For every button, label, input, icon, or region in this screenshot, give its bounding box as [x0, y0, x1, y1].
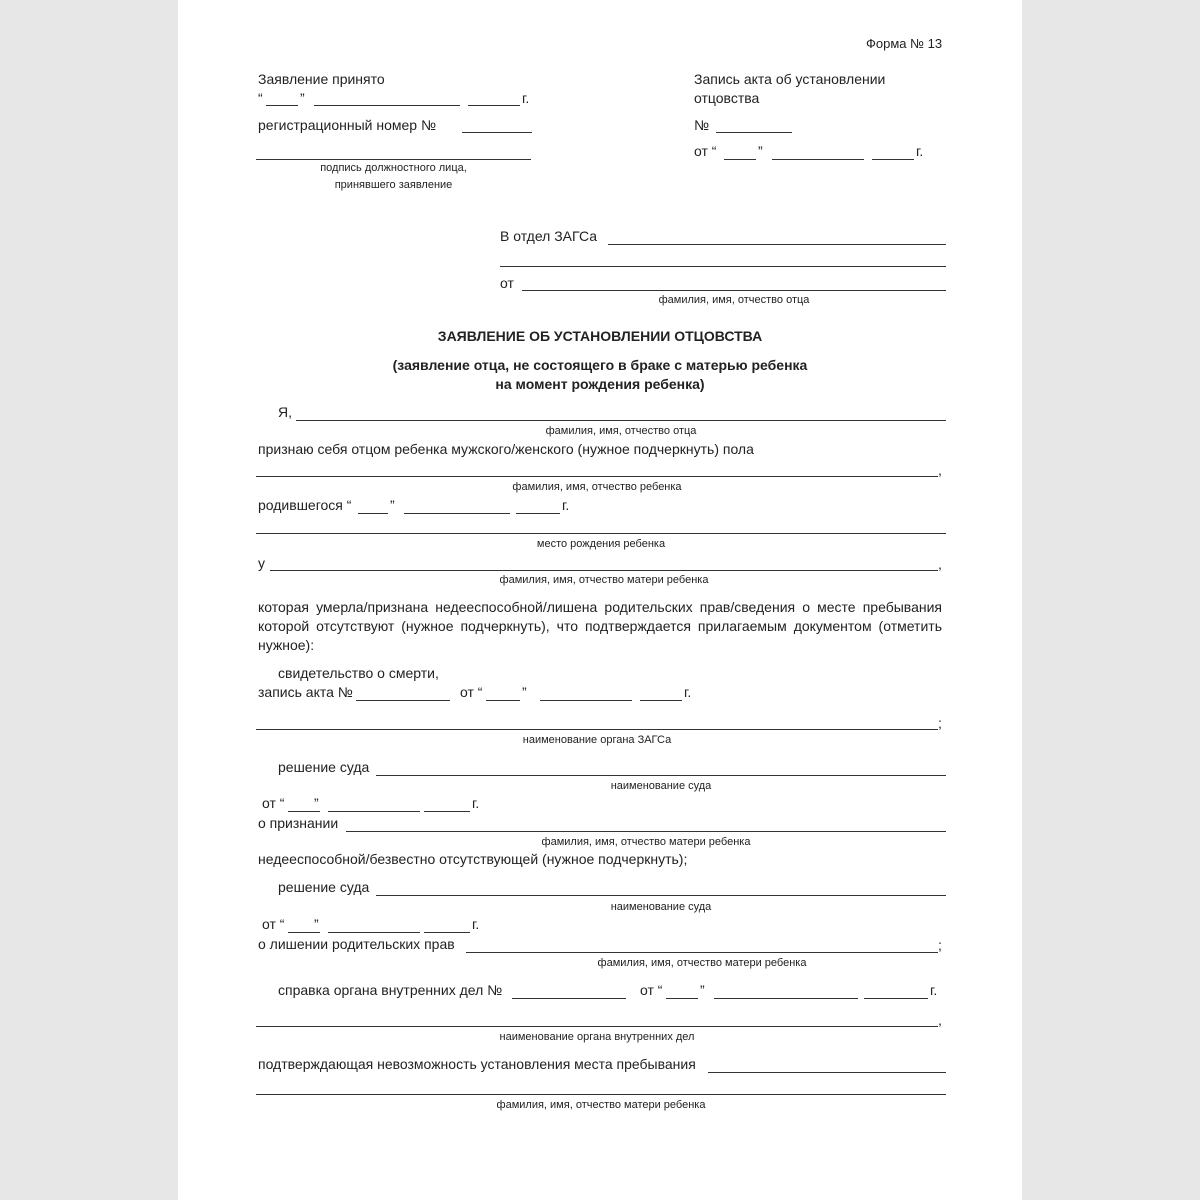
father-name-caption-header: фамилия, имя, отчество отца: [658, 294, 810, 306]
police-quote-close: ”: [700, 982, 705, 998]
incapacity-text: недееспособной/безвестно отсутствующей (нужное подчеркнуть);: [258, 851, 688, 867]
from-label: от: [500, 275, 514, 291]
stay-place-line: [708, 1072, 946, 1073]
confirming-impossibility-text: подтверждающая невозможность установления места пребывания: [258, 1056, 696, 1072]
police-certificate-number-line: [512, 998, 626, 999]
court-name-line-1: [376, 775, 946, 776]
born-label: родившегося “: [258, 497, 352, 513]
accepted-year-line: [468, 105, 520, 106]
death-record-number-line: [356, 700, 450, 701]
birth-month-line: [404, 513, 510, 514]
recognition-mother-caption: фамилия, имя, отчество матери ребенка: [541, 836, 751, 848]
deprivation-label: о лишении родительских прав: [258, 936, 455, 952]
birthplace-caption: место рождения ребенка: [536, 538, 666, 550]
i-label: Я,: [278, 404, 292, 420]
signature-caption-line2: принявшего заявление: [334, 179, 453, 191]
court-decision-label-1: решение суда: [278, 759, 370, 775]
form-number: Форма № 13: [866, 36, 943, 51]
signature-caption-line1: подпись должностного лица,: [320, 162, 467, 174]
to-zags-label: В отдел ЗАГСа: [500, 228, 598, 244]
zags-organ-line: [256, 729, 938, 730]
police-certificate-label: справка органа внутренних дел №: [278, 982, 503, 998]
court-decision-quote-close-2: ”: [314, 916, 319, 932]
father-name-caption: фамилия, имя, отчество отца: [545, 425, 697, 437]
father-name-line: [296, 420, 946, 421]
death-record-day-line: [486, 700, 520, 701]
death-certificate-label: свидетельство о смерти,: [278, 665, 439, 681]
court-decision-day-line-2: [288, 932, 320, 933]
death-record-quote-close: ”: [522, 684, 527, 700]
born-year-suffix: г.: [562, 497, 570, 513]
record-act-label-line1: Запись акта об установлении: [694, 71, 886, 87]
mother-line-comma: ,: [938, 556, 942, 572]
recognition-mother-name-line: [346, 831, 946, 832]
birth-day-line: [358, 513, 388, 514]
death-record-from-prefix: от “: [460, 684, 483, 700]
court-decision-year-suffix-2: г.: [472, 916, 480, 932]
police-organ-comma: ,: [938, 1012, 942, 1028]
record-quote-close: ”: [758, 143, 763, 159]
zags-organ-caption: наименование органа ЗАГСа: [522, 734, 672, 746]
zags-name-line-2: [500, 266, 946, 267]
registration-number-line: [462, 132, 532, 133]
court-name-line-2: [376, 895, 946, 896]
police-month-line: [714, 998, 858, 999]
record-day-line: [724, 159, 756, 160]
official-signature-line: [256, 159, 531, 160]
child-name-line: [256, 476, 938, 477]
court-decision-from-prefix-2: от “: [262, 916, 285, 932]
police-year-suffix: г.: [930, 982, 938, 998]
court-decision-from-prefix-1: от “: [262, 795, 285, 811]
record-act-number-label: запись акта №: [258, 684, 353, 700]
police-year-line: [864, 998, 928, 999]
document-subtitle-line2: на момент рождения ребенка): [495, 376, 705, 392]
record-month-line: [772, 159, 864, 160]
court-decision-month-line-1: [328, 811, 420, 812]
at-mother-label: у: [258, 555, 265, 571]
accepted-quote-close: ”: [300, 90, 305, 106]
mother-status-paragraph: которая умерла/признана недееспособной/лишена родительских прав/сведения о месте пребывания которой отсутствуют (нужное подчеркнуть), что подтверждается прилагаемым документом (отметить нужное):: [258, 599, 942, 653]
accepted-month-line: [314, 105, 460, 106]
record-from-prefix: от “: [694, 143, 717, 159]
recognize-paternity-text: признаю себя отцом ребенка мужского/женского (нужное подчеркнуть) пола: [258, 441, 754, 457]
court-decision-label-2: решение суда: [278, 879, 370, 895]
court-decision-month-line-2: [328, 932, 420, 933]
final-mother-name-line: [256, 1094, 946, 1095]
court-decision-year-line-1: [424, 811, 470, 812]
death-record-year-suffix: г.: [684, 684, 692, 700]
child-name-caption: фамилия, имя, отчество ребенка: [512, 481, 682, 493]
deprivation-mother-name-line: [466, 952, 938, 953]
father-name-line-header: [522, 290, 946, 291]
zags-name-line: [608, 244, 946, 245]
mother-name-caption: фамилия, имя, отчество матери ребенка: [499, 574, 709, 586]
document-title: ЗАЯВЛЕНИЕ ОБ УСТАНОВЛЕНИИ ОТЦОВСТВА: [437, 328, 763, 344]
document-subtitle-line1: (заявление отца, не состоящего в браке с матерью ребенка: [392, 357, 808, 373]
death-record-year-line: [640, 700, 682, 701]
child-line-comma: ,: [938, 462, 942, 478]
police-organ-line: [256, 1026, 938, 1027]
police-from-prefix: от “: [640, 982, 663, 998]
court-decision-day-line-1: [288, 811, 320, 812]
birth-year-line: [516, 513, 560, 514]
application-accepted-label: Заявление принято: [258, 71, 385, 87]
police-day-line: [666, 998, 698, 999]
deprivation-semicolon: ;: [938, 937, 942, 953]
birthplace-line: [256, 533, 946, 534]
record-number-line: [716, 132, 792, 133]
deprivation-mother-caption: фамилия, имя, отчество матери ребенка: [597, 957, 807, 969]
document-page: [178, 0, 1022, 1200]
accepted-year-suffix: г.: [522, 90, 530, 106]
death-record-month-line: [540, 700, 632, 701]
born-quote-close: ”: [390, 497, 395, 513]
final-mother-caption: фамилия, имя, отчество матери ребенка: [496, 1099, 706, 1111]
court-decision-quote-close-1: ”: [314, 795, 319, 811]
court-name-caption-2: наименование суда: [610, 901, 712, 913]
mother-name-line: [270, 570, 938, 571]
on-recognition-label: о признании: [258, 815, 339, 831]
police-organ-caption: наименование органа внутренних дел: [499, 1031, 695, 1043]
court-name-caption-1: наименование суда: [610, 780, 712, 792]
court-decision-year-suffix-1: г.: [472, 795, 480, 811]
record-number-sign: №: [694, 117, 710, 133]
record-act-label-line2: отцовства: [694, 90, 760, 106]
zags-organ-semicolon: ;: [938, 715, 942, 731]
court-decision-year-line-2: [424, 932, 470, 933]
accepted-day-line: [266, 105, 298, 106]
registration-number-label: регистрационный номер №: [258, 117, 436, 133]
record-year-suffix: г.: [916, 143, 924, 159]
record-year-line: [872, 159, 914, 160]
accepted-quote-open: “: [258, 90, 263, 106]
